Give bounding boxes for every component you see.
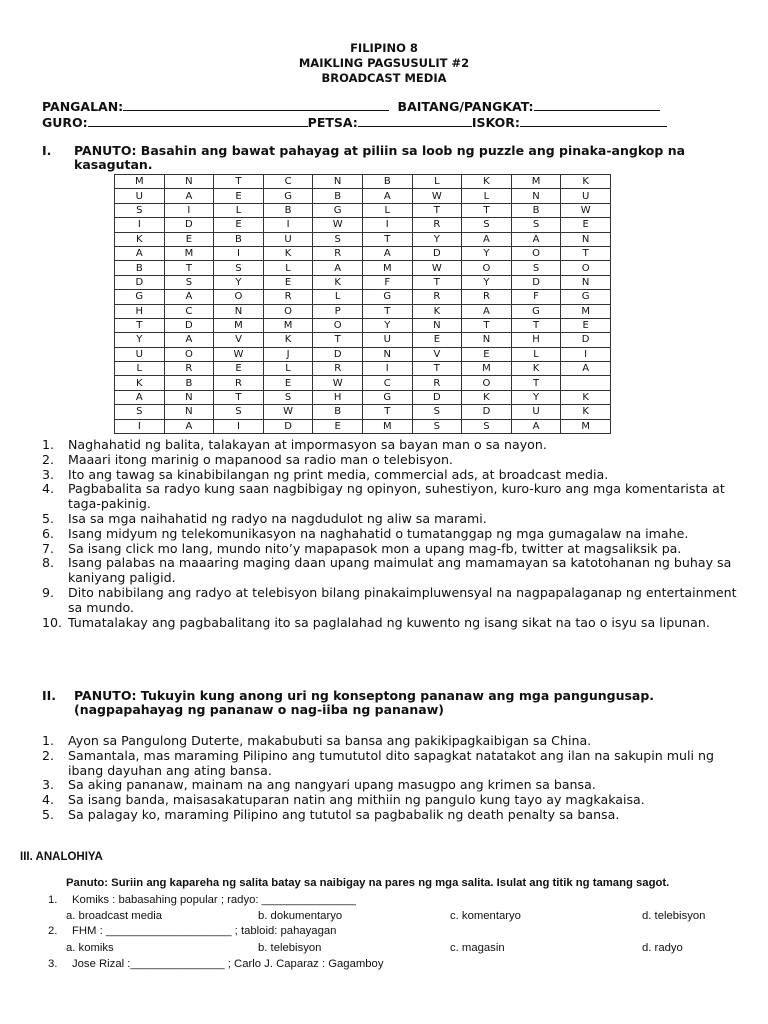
puzzle-cell[interactable]: W: [561, 203, 611, 217]
puzzle-cell[interactable]: T: [412, 275, 462, 289]
analogy-3-text: Jose Rizal :_______________ ; Carlo J. Caparaz : Gagamboy: [72, 958, 384, 970]
puzzle-cell[interactable]: A: [362, 246, 412, 260]
puzzle-cell[interactable]: G: [263, 189, 313, 203]
puzzle-cell[interactable]: B: [362, 175, 412, 189]
section-1-item-text: Sa isang click mo lang, mundo nito’y mapapasok mon a upang mag-fb, twitter at magsaliksik pa.: [68, 540, 682, 556]
puzzle-cell[interactable]: L: [115, 362, 165, 376]
puzzle-cell[interactable]: W: [263, 405, 313, 419]
section-1-item-number: 8.: [42, 555, 55, 571]
puzzle-cell[interactable]: N: [462, 333, 512, 347]
section-1-item-number: 10.: [42, 614, 63, 630]
puzzle-cell[interactable]: K: [115, 232, 165, 246]
puzzle-cell[interactable]: M: [561, 419, 611, 433]
puzzle-cell[interactable]: B: [511, 203, 561, 217]
puzzle-cell[interactable]: K: [511, 362, 561, 376]
puzzle-cell[interactable]: T: [115, 318, 165, 332]
analogy-2-choice-d: d. radyo: [642, 942, 683, 954]
section-2-item: [42, 793, 747, 808]
section-1-item-number: 2.: [42, 451, 55, 467]
puzzle-row: [115, 261, 611, 275]
section-2-item-text: Ayon sa Pangulong Duterte, makabubuti sa bansa ang pakikipagkaibigan sa China.: [68, 733, 592, 748]
puzzle-cell[interactable]: B: [313, 405, 363, 419]
puzzle-cell[interactable]: Y: [462, 246, 512, 260]
puzzle-cell[interactable]: S: [462, 218, 512, 232]
section-1-item: [42, 453, 747, 468]
analogy-1-choice-d: d. telebisyon: [642, 910, 706, 922]
puzzle-cell[interactable]: M: [561, 304, 611, 318]
puzzle-cell[interactable]: A: [164, 290, 214, 304]
section-3-title: III. ANALOHIYA: [20, 851, 103, 863]
puzzle-cell[interactable]: S: [214, 261, 264, 275]
section-1-item: [42, 512, 747, 527]
puzzle-cell[interactable]: D: [412, 246, 462, 260]
puzzle-cell[interactable]: D: [115, 275, 165, 289]
puzzle-row: [115, 333, 611, 347]
doc-topic: BROADCAST MEDIA: [321, 71, 447, 85]
puzzle-cell[interactable]: K: [263, 333, 313, 347]
puzzle-cell[interactable]: N: [362, 347, 412, 361]
puzzle-cell[interactable]: I: [263, 218, 313, 232]
analogy-1-choice-a: a. broadcast media: [66, 910, 163, 922]
info-row-2: [42, 114, 667, 130]
puzzle-cell[interactable]: N: [214, 304, 264, 318]
puzzle-cell[interactable]: W: [313, 376, 363, 390]
puzzle-cell[interactable]: H: [511, 333, 561, 347]
puzzle-cell[interactable]: S: [412, 405, 462, 419]
puzzle-cell[interactable]: A: [164, 419, 214, 433]
doc-quiz-title: MAIKLING PAGSUSULIT #2: [298, 56, 470, 70]
score-label: ISKOR:: [471, 115, 520, 130]
puzzle-row: [115, 390, 611, 404]
puzzle-cell[interactable]: I: [362, 362, 412, 376]
puzzle-cell[interactable]: N: [561, 275, 611, 289]
puzzle-cell[interactable]: M: [164, 246, 214, 260]
puzzle-cell[interactable]: A: [115, 246, 165, 260]
puzzle-cell[interactable]: R: [214, 376, 264, 390]
section-1-item: [42, 482, 747, 512]
puzzle-cell[interactable]: A: [313, 261, 363, 275]
puzzle-cell[interactable]: E: [164, 232, 214, 246]
puzzle-cell[interactable]: S: [263, 390, 313, 404]
puzzle-cell[interactable]: T: [362, 405, 412, 419]
puzzle-row: [115, 218, 611, 232]
section-1-item-number: 5.: [42, 510, 55, 526]
puzzle-cell[interactable]: A: [561, 362, 611, 376]
puzzle-cell[interactable]: U: [115, 189, 165, 203]
puzzle-cell[interactable]: N: [164, 175, 214, 189]
section-1-item: [42, 586, 747, 616]
puzzle-cell[interactable]: R: [263, 290, 313, 304]
puzzle-cell[interactable]: M: [362, 419, 412, 433]
puzzle-row: [115, 203, 611, 217]
puzzle-cell[interactable]: I: [362, 218, 412, 232]
puzzle-row: [115, 376, 611, 390]
section-2-item: [42, 778, 747, 793]
puzzle-cell[interactable]: E: [214, 362, 264, 376]
puzzle-cell[interactable]: S: [511, 218, 561, 232]
puzzle-cell[interactable]: U: [362, 333, 412, 347]
puzzle-cell[interactable]: M: [362, 261, 412, 275]
puzzle-cell[interactable]: G: [561, 290, 611, 304]
puzzle-cell[interactable]: K: [561, 390, 611, 404]
puzzle-cell[interactable]: M: [115, 175, 165, 189]
section-1-item-text: Isang midyum ng telekomunikasyon na naghahatid o tumatanggap ng mga gumagalaw na imahe.: [68, 525, 689, 541]
puzzle-cell[interactable]: P: [313, 304, 363, 318]
puzzle-cell[interactable]: L: [263, 261, 313, 275]
puzzle-cell[interactable]: B: [313, 189, 363, 203]
puzzle-cell[interactable]: N: [561, 232, 611, 246]
puzzle-cell[interactable]: O: [462, 376, 512, 390]
puzzle-row: [115, 275, 611, 289]
puzzle-cell[interactable]: K: [263, 246, 313, 260]
section-1-item-text: Tumatalakay ang pagbabalitang ito sa paglalahad ng kuwento ng isang sikat na tao o isyu sa lipunan.: [68, 614, 710, 630]
section-1-item-number: 6.: [42, 525, 55, 541]
puzzle-cell[interactable]: H: [115, 304, 165, 318]
section-1-item-text: Naghahatid ng balita, talakayan at impormasyon sa bayan man o sa nayon.: [68, 437, 547, 452]
section-1-item: [42, 527, 747, 542]
analogy-2-choice-b: b. telebisyon: [258, 942, 322, 954]
puzzle-cell[interactable]: V: [412, 347, 462, 361]
section-1-item-text: Ito ang tawag sa kinabibilangan ng print media, commercial ads, at broadcast media.: [68, 466, 609, 482]
puzzle-row: [115, 189, 611, 203]
puzzle-cell[interactable]: D: [511, 275, 561, 289]
puzzle-cell[interactable]: A: [462, 232, 512, 246]
puzzle-cell[interactable]: T: [511, 376, 561, 390]
puzzle-cell[interactable]: Y: [412, 232, 462, 246]
puzzle-cell[interactable]: [561, 376, 611, 390]
puzzle-cell[interactable]: U: [511, 405, 561, 419]
puzzle-cell[interactable]: G: [362, 290, 412, 304]
puzzle-cell[interactable]: S: [214, 405, 264, 419]
puzzle-cell[interactable]: D: [313, 347, 363, 361]
puzzle-cell[interactable]: G: [362, 390, 412, 404]
puzzle-cell[interactable]: E: [263, 275, 313, 289]
puzzle-cell[interactable]: M: [214, 318, 264, 332]
analogy-1-number: 1.: [48, 894, 58, 906]
puzzle-cell[interactable]: C: [164, 304, 214, 318]
section-1-item-text: Isa sa mga naihahatid ng radyo na nagdudulot ng aliw sa marami.: [68, 510, 487, 526]
teacher-label: GURO:: [42, 115, 88, 130]
puzzle-cell[interactable]: T: [214, 390, 264, 404]
puzzle-cell[interactable]: B: [263, 203, 313, 217]
puzzle-cell[interactable]: G: [511, 304, 561, 318]
puzzle-cell[interactable]: E: [561, 218, 611, 232]
puzzle-cell[interactable]: N: [511, 189, 561, 203]
section-2-item-number: 4.: [42, 792, 55, 808]
section-1-item-number: 9.: [42, 584, 55, 600]
puzzle-cell[interactable]: A: [511, 419, 561, 433]
section-1-item-text: Maaari itong marinig o mapanood sa radio man o telebisyon.: [68, 451, 453, 467]
section-1-item-number: 3.: [42, 466, 55, 482]
puzzle-cell[interactable]: C: [362, 376, 412, 390]
puzzle-cell[interactable]: Y: [462, 275, 512, 289]
puzzle-cell[interactable]: R: [164, 362, 214, 376]
puzzle-cell[interactable]: O: [561, 261, 611, 275]
puzzle-cell[interactable]: L: [214, 203, 264, 217]
puzzle-cell[interactable]: I: [115, 419, 165, 433]
puzzle-cell[interactable]: K: [115, 376, 165, 390]
puzzle-cell[interactable]: K: [412, 304, 462, 318]
section-1-item-number: 4.: [42, 481, 55, 497]
puzzle-cell[interactable]: S: [164, 275, 214, 289]
puzzle-cell[interactable]: L: [263, 362, 313, 376]
puzzle-cell[interactable]: B: [214, 232, 264, 246]
puzzle-cell[interactable]: A: [511, 232, 561, 246]
section-2-item-number: 3.: [42, 777, 55, 793]
section-2-item: [42, 734, 747, 749]
section-1-item: [42, 556, 747, 586]
puzzle-cell[interactable]: R: [313, 246, 363, 260]
grade-field[interactable]: [534, 98, 660, 111]
analogy-3-number: 3.: [48, 958, 58, 970]
puzzle-cell[interactable]: H: [313, 390, 363, 404]
puzzle-cell[interactable]: D: [561, 333, 611, 347]
puzzle-row: [115, 419, 611, 433]
puzzle-cell[interactable]: L: [462, 189, 512, 203]
puzzle-cell[interactable]: Y: [214, 275, 264, 289]
puzzle-cell[interactable]: I: [214, 246, 264, 260]
puzzle-cell[interactable]: T: [412, 362, 462, 376]
score-field[interactable]: [520, 114, 667, 127]
analogy-1-text: Komiks : babasahing popular ; radyo: _______________: [72, 894, 356, 906]
word-search-puzzle: [114, 174, 611, 434]
puzzle-cell[interactable]: S: [313, 232, 363, 246]
puzzle-cell[interactable]: A: [164, 333, 214, 347]
section-2-item: [42, 749, 747, 779]
puzzle-cell[interactable]: K: [462, 390, 512, 404]
puzzle-cell[interactable]: D: [164, 318, 214, 332]
puzzle-row: [115, 405, 611, 419]
puzzle-cell[interactable]: L: [412, 175, 462, 189]
section-1-number: I.: [42, 143, 52, 158]
puzzle-cell[interactable]: W: [313, 218, 363, 232]
section-3-instruction: Panuto: Suriin ang kapareha ng salita batay sa naibigay na pares ng mga salita. Isulat ang titik ng tamang sagot.: [66, 877, 670, 889]
puzzle-cell[interactable]: F: [362, 275, 412, 289]
section-2-item-text: Sa isang banda, maisasakatuparan natin ang mithiin ng pangulo kung tayo ay magkakaisa.: [68, 792, 645, 808]
puzzle-cell[interactable]: N: [164, 405, 214, 419]
puzzle-cell[interactable]: J: [263, 347, 313, 361]
puzzle-cell[interactable]: A: [362, 189, 412, 203]
puzzle-cell[interactable]: G: [115, 290, 165, 304]
puzzle-cell[interactable]: D: [263, 419, 313, 433]
puzzle-row: [115, 290, 611, 304]
name-field[interactable]: [123, 98, 389, 111]
puzzle-cell[interactable]: B: [115, 261, 165, 275]
puzzle-cell[interactable]: F: [511, 290, 561, 304]
section-1-text: PANUTO: Basahin ang bawat pahayag at piliin sa loob ng puzzle ang pinaka-angkop na kasagutan.: [74, 143, 686, 172]
section-1-item: [42, 468, 747, 483]
date-label: PETSA:: [307, 115, 358, 130]
puzzle-cell[interactable]: I: [561, 347, 611, 361]
puzzle-cell[interactable]: T: [462, 318, 512, 332]
puzzle-cell[interactable]: E: [313, 419, 363, 433]
puzzle-cell[interactable]: N: [412, 318, 462, 332]
section-1-item-text: Pagbabalita sa radyo kung saan nagbibigay ng opinyon, suhestiyon, kuro-kuro ang mga komentarista at taga-pakinig.: [68, 481, 725, 512]
puzzle-cell[interactable]: S: [511, 261, 561, 275]
section-1-item: [42, 616, 747, 631]
section-1-item-number: 7.: [42, 540, 55, 556]
section-2-item-text: Samantala, mas maraming Pilipino ang tumututol dito sapagkat natatakot ang ilan na sakupin muli ng ibang dayuhan ang ating bansa.: [68, 747, 714, 778]
puzzle-cell[interactable]: D: [164, 218, 214, 232]
section-2-item-number: 1.: [42, 733, 55, 748]
puzzle-cell[interactable]: T: [362, 304, 412, 318]
puzzle-cell[interactable]: C: [263, 175, 313, 189]
puzzle-cell[interactable]: D: [462, 405, 512, 419]
puzzle-cell[interactable]: O: [263, 304, 313, 318]
puzzle-cell[interactable]: E: [214, 218, 264, 232]
puzzle-cell[interactable]: E: [561, 318, 611, 332]
puzzle-cell[interactable]: T: [462, 203, 512, 217]
date-field[interactable]: [358, 114, 472, 127]
analogy-2-choice-c: c. magasin: [450, 942, 505, 954]
section-2-item: [42, 808, 747, 823]
info-row-1: [42, 98, 660, 114]
puzzle-cell[interactable]: K: [313, 275, 363, 289]
puzzle-cell[interactable]: R: [412, 290, 462, 304]
puzzle-cell[interactable]: E: [412, 333, 462, 347]
puzzle-cell[interactable]: Y: [115, 333, 165, 347]
puzzle-cell[interactable]: V: [214, 333, 264, 347]
puzzle-cell[interactable]: A: [164, 189, 214, 203]
section-1-item-text: Isang palabas na maaaring maging daan upang maimulat ang mamamayan sa katotohanan ng buhay sa kaniyang paligid.: [68, 555, 732, 586]
puzzle-cell[interactable]: B: [164, 376, 214, 390]
puzzle-row: [115, 362, 611, 376]
section-2-instruction: [42, 689, 742, 719]
puzzle-row: [115, 175, 611, 189]
section-2-item-number: 5.: [42, 806, 55, 822]
analogy-1-choice-b: b. dokumentaryo: [258, 910, 343, 922]
section-2-item-text: Sa palagay ko, maraming Pilipino ang tututol sa pagbabalik ng death penalty sa bansa.: [68, 806, 620, 822]
puzzle-cell[interactable]: M: [462, 362, 512, 376]
puzzle-cell[interactable]: N: [164, 390, 214, 404]
section-2-item-number: 2.: [42, 747, 55, 763]
section-1-item-text: Dito nabibilang ang radyo at telebisyon bilang pinakaimpluwensyal na nagpapalaganap ng entertainment sa mundo.: [68, 584, 737, 615]
puzzle-cell[interactable]: N: [313, 175, 363, 189]
puzzle-row: [115, 246, 611, 260]
puzzle-cell[interactable]: T: [511, 318, 561, 332]
puzzle-cell[interactable]: Y: [511, 390, 561, 404]
puzzle-cell[interactable]: T: [412, 203, 462, 217]
puzzle-row: [115, 232, 611, 246]
puzzle-cell[interactable]: O: [214, 290, 264, 304]
puzzle-cell[interactable]: L: [362, 203, 412, 217]
section-1-item: [42, 542, 747, 557]
puzzle-cell[interactable]: O: [511, 246, 561, 260]
puzzle-cell[interactable]: T: [214, 175, 264, 189]
puzzle-row: [115, 318, 611, 332]
puzzle-row: [115, 347, 611, 361]
puzzle-cell[interactable]: A: [462, 304, 512, 318]
section-1-instruction: [42, 144, 742, 174]
puzzle-cell[interactable]: I: [164, 203, 214, 217]
puzzle-cell[interactable]: O: [462, 261, 512, 275]
analogy-2-number: 2.: [48, 925, 58, 937]
puzzle-cell[interactable]: U: [561, 189, 611, 203]
puzzle-cell[interactable]: U: [115, 347, 165, 361]
puzzle-cell[interactable]: E: [263, 376, 313, 390]
puzzle-cell[interactable]: W: [412, 261, 462, 275]
puzzle-cell[interactable]: U: [263, 232, 313, 246]
puzzle-cell[interactable]: G: [313, 203, 363, 217]
section-1-items: [42, 438, 747, 630]
puzzle-cell[interactable]: K: [561, 175, 611, 189]
puzzle-cell[interactable]: L: [313, 290, 363, 304]
puzzle-cell[interactable]: L: [511, 347, 561, 361]
teacher-field[interactable]: [88, 114, 308, 127]
puzzle-cell[interactable]: T: [561, 246, 611, 260]
puzzle-cell[interactable]: K: [462, 175, 512, 189]
puzzle-cell[interactable]: T: [313, 333, 363, 347]
puzzle-cell[interactable]: S: [115, 203, 165, 217]
puzzle-cell[interactable]: S: [115, 405, 165, 419]
puzzle-cell[interactable]: W: [214, 347, 264, 361]
section-1-item-number: 1.: [42, 437, 55, 452]
puzzle-cell[interactable]: E: [462, 347, 512, 361]
section-1-item: [42, 438, 747, 453]
puzzle-cell[interactable]: I: [214, 419, 264, 433]
puzzle-cell[interactable]: T: [362, 232, 412, 246]
section-2-items: [42, 734, 747, 823]
puzzle-cell[interactable]: I: [115, 218, 165, 232]
section-2-text: PANUTO: Tukuyin kung anong uri ng konseptong pananaw ang mga pangungusap. (nagpapahayag ng pananaw o nag-iiba ng pananaw): [74, 688, 655, 717]
section-2-item-text: Sa aking pananaw, mainam na ang nangyari upang masugpo ang krimen sa bansa.: [68, 777, 596, 793]
name-label: PANGALAN:: [42, 99, 124, 114]
puzzle-cell[interactable]: D: [412, 390, 462, 404]
puzzle-cell[interactable]: M: [263, 318, 313, 332]
analogy-1-choice-c: c. komentaryo: [450, 910, 521, 922]
puzzle-cell[interactable]: A: [115, 390, 165, 404]
section-2-number: II.: [42, 688, 57, 703]
puzzle-cell[interactable]: Y: [362, 318, 412, 332]
puzzle-cell[interactable]: W: [412, 189, 462, 203]
puzzle-cell[interactable]: R: [462, 290, 512, 304]
grade-label: BAITANG/PANGKAT:: [397, 99, 534, 114]
puzzle-row: [115, 304, 611, 318]
puzzle-cell[interactable]: E: [214, 189, 264, 203]
puzzle-cell[interactable]: O: [164, 347, 214, 361]
puzzle-cell[interactable]: M: [511, 175, 561, 189]
puzzle-cell[interactable]: S: [412, 419, 462, 433]
puzzle-cell[interactable]: R: [412, 376, 462, 390]
doc-subject: FILIPINO 8: [350, 41, 418, 55]
puzzle-cell[interactable]: K: [561, 405, 611, 419]
puzzle-cell[interactable]: S: [462, 419, 512, 433]
puzzle-cell[interactable]: T: [164, 261, 214, 275]
puzzle-cell[interactable]: O: [313, 318, 363, 332]
puzzle-cell[interactable]: R: [412, 218, 462, 232]
analogy-2-choice-a: a. komiks: [66, 942, 114, 954]
analogy-2-text: FHM : ____________________ ; tabloid: pahayagan: [72, 925, 337, 937]
puzzle-cell[interactable]: R: [313, 362, 363, 376]
